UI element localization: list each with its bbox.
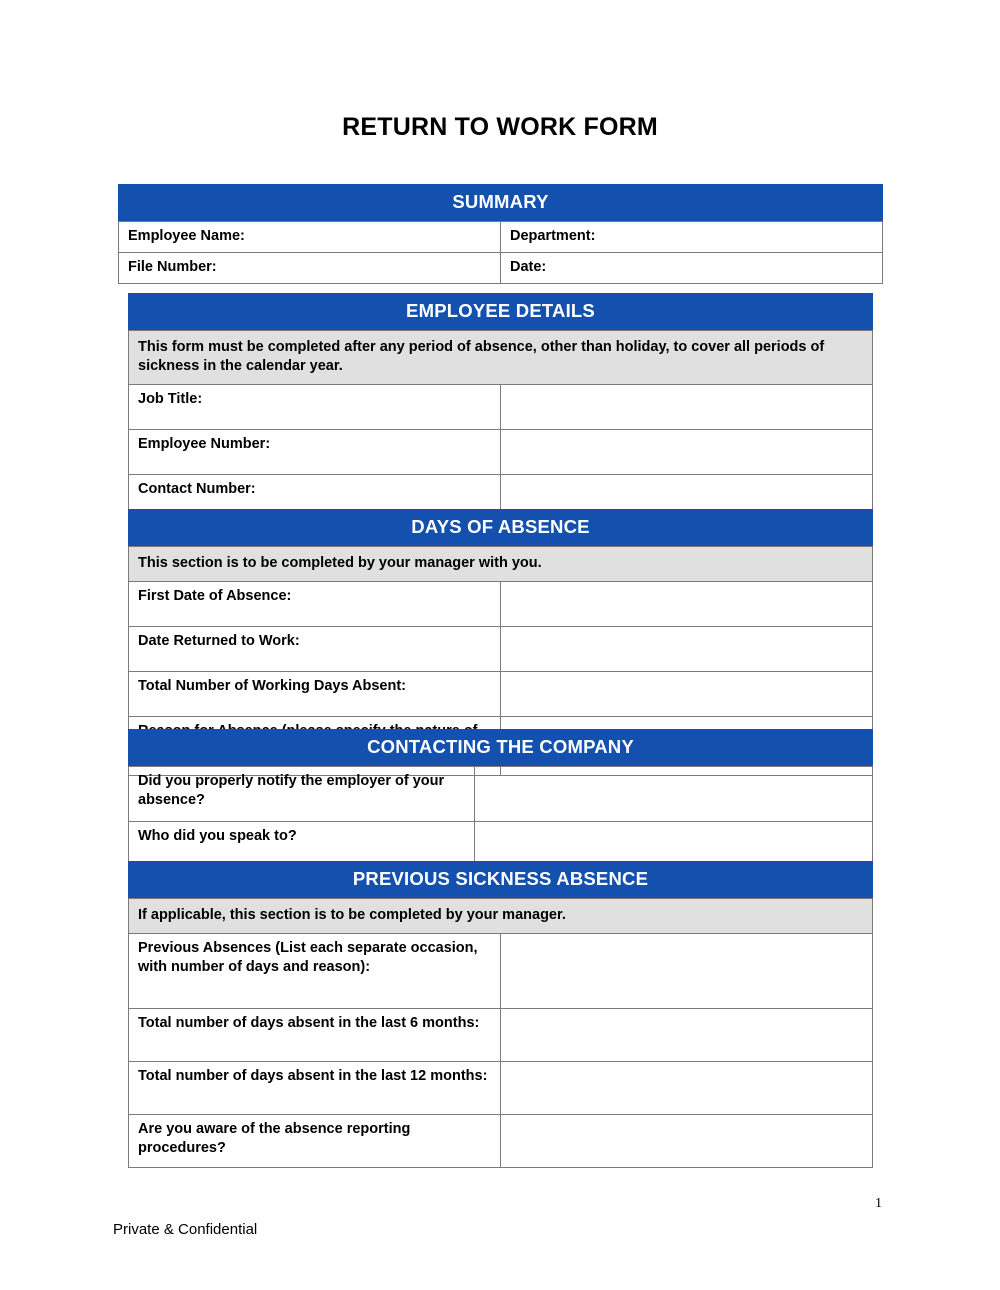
- label-aware-of-procedures: Are you aware of the absence reporting procedures?: [129, 1115, 501, 1168]
- section-heading-contacting-the-company: CONTACTING THE COMPANY: [128, 729, 873, 766]
- table-row: [129, 672, 873, 717]
- table-row: [129, 1115, 873, 1168]
- field-date-returned-to-work[interactable]: [501, 627, 873, 672]
- table-row: [129, 767, 873, 822]
- field-first-date-of-absence[interactable]: [501, 582, 873, 627]
- table-row: [119, 222, 883, 253]
- section-heading-summary: SUMMARY: [118, 184, 883, 221]
- note-row: [129, 899, 873, 934]
- previous-sickness-note: If applicable, this section is to be completed by your manager.: [129, 899, 873, 934]
- page-title: RETURN TO WORK FORM: [342, 113, 658, 141]
- label-employee-name: Employee Name:: [119, 222, 501, 253]
- field-previous-absences[interactable]: [501, 934, 873, 1009]
- footer-confidentiality-text: Private & Confidential: [113, 1221, 258, 1238]
- label-file-number: File Number:: [119, 253, 501, 284]
- label-days-absent-6-months: Total number of days absent in the last 6 months:: [129, 1009, 501, 1062]
- section-heading-employee-details: EMPLOYEE DETAILS: [128, 293, 873, 330]
- section-heading-days-of-absence: DAYS OF ABSENCE: [128, 509, 873, 546]
- label-who-did-you-speak-to: Who did you speak to?: [129, 822, 475, 867]
- table-row: [129, 1009, 873, 1062]
- label-first-date-of-absence: First Date of Absence:: [129, 582, 501, 627]
- label-date-returned-to-work: Date Returned to Work:: [129, 627, 501, 672]
- label-employee-number: Employee Number:: [129, 430, 501, 475]
- section-previous-sickness-absence: [128, 861, 873, 1168]
- field-total-working-days-absent[interactable]: [501, 672, 873, 717]
- label-total-working-days-absent: Total Number of Working Days Absent:: [129, 672, 501, 717]
- field-days-absent-12-months[interactable]: [501, 1062, 873, 1115]
- field-days-absent-6-months[interactable]: [501, 1009, 873, 1062]
- previous-sickness-absence-table: [128, 898, 873, 1168]
- table-row: [129, 430, 873, 475]
- employee-details-note: This form must be completed after any period of absence, other than holiday, to cover all periods of sickness in the calendar year.: [129, 331, 873, 385]
- field-notify-employer[interactable]: [475, 767, 873, 822]
- section-heading-previous-sickness-absence: PREVIOUS SICKNESS ABSENCE: [128, 861, 873, 898]
- field-aware-of-procedures[interactable]: [501, 1115, 873, 1168]
- note-row: [129, 331, 873, 385]
- label-date: Date:: [501, 253, 883, 284]
- section-summary: [118, 184, 883, 284]
- section-contacting-the-company: [128, 729, 873, 867]
- days-of-absence-note: This section is to be completed by your manager with you.: [129, 547, 873, 582]
- table-row: [129, 627, 873, 672]
- table-row: [119, 253, 883, 284]
- contacting-the-company-table: [128, 766, 873, 867]
- label-days-absent-12-months: Total number of days absent in the last 12 months:: [129, 1062, 501, 1115]
- label-notify-employer: Did you properly notify the employer of your absence?: [129, 767, 475, 822]
- summary-table: [118, 221, 883, 284]
- label-contact-number: Contact Number:: [129, 475, 501, 520]
- table-row: [129, 1062, 873, 1115]
- table-row: [129, 934, 873, 1009]
- table-row: [129, 385, 873, 430]
- field-employee-number[interactable]: [501, 430, 873, 475]
- label-department: Department:: [501, 222, 883, 253]
- table-row: [129, 582, 873, 627]
- note-row: [129, 547, 873, 582]
- label-previous-absences: Previous Absences (List each separate occasion, with number of days and reason):: [129, 934, 501, 1009]
- field-job-title[interactable]: [501, 385, 873, 430]
- page-number: 1: [875, 1196, 882, 1211]
- label-job-title: Job Title:: [129, 385, 501, 430]
